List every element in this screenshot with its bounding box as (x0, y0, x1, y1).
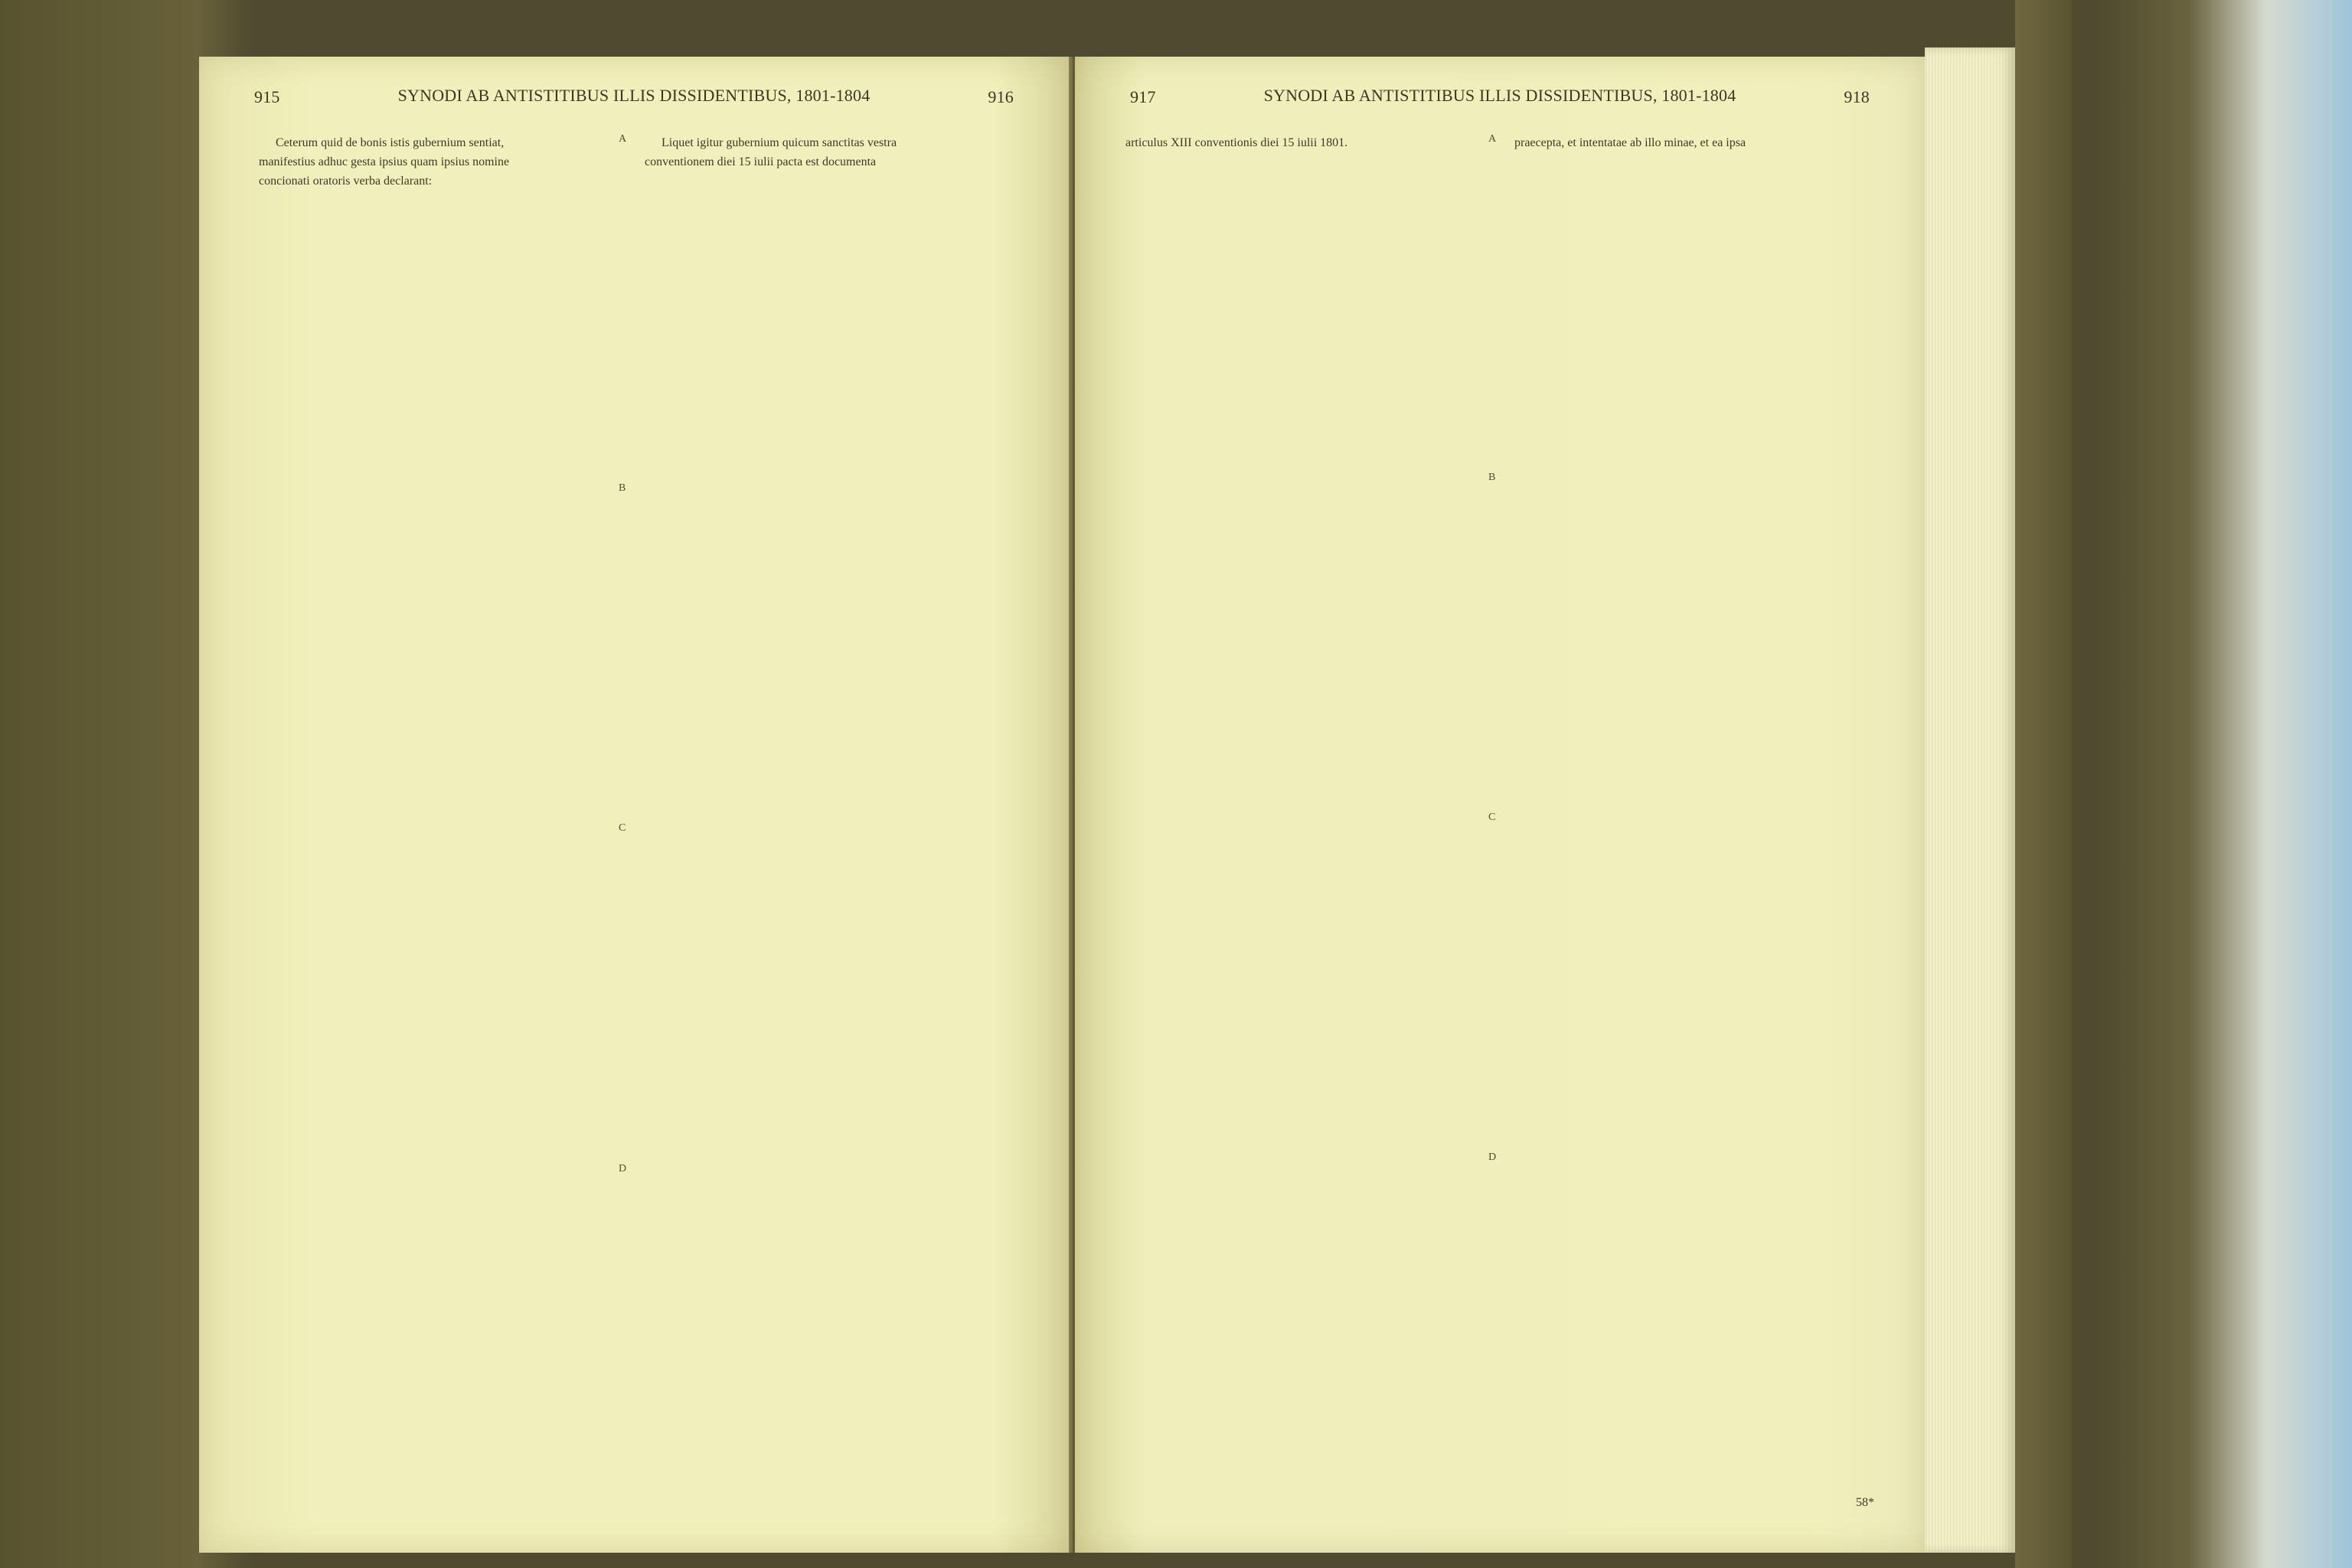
running-title-left: SYNODI AB ANTISTITIBUS ILLIS DISSIDENTIBUS, 1801-1804 (397, 86, 871, 105)
right-page-column-b (1514, 133, 1867, 152)
page-number-915: 915 (254, 87, 280, 106)
running-title-right: SYNODI AB ANTISTITIBUS ILLIS DISSIDENTIBUS, 1801-1804 (1263, 86, 1736, 105)
left-page-column-b (645, 133, 997, 172)
page-number-918: 918 (1844, 87, 1870, 106)
margin-marker-d: D (619, 1163, 627, 1174)
margin-marker-a: A (619, 133, 627, 145)
margin-marker-d: D (1488, 1152, 1497, 1163)
left-page (199, 57, 1069, 1553)
left-page-column-a (259, 133, 611, 191)
right-page (1075, 57, 1925, 1553)
margin-marker-c: C (1488, 812, 1496, 823)
text-line: conventionem diei 15 iulii pacta est documenta (645, 155, 877, 168)
margin-marker-b: B (619, 482, 626, 494)
right-page-header (1130, 86, 1870, 113)
page-number-916: 916 (988, 87, 1014, 106)
text-line: manifestius adhuc gesta ipsius quam ipsius nomine (259, 155, 510, 168)
margin-marker-a: A (1488, 133, 1497, 145)
text-line: concionati oratoris verba declarant: (259, 175, 433, 188)
text-line: Liquet igitur gubernium quicum sanctitas vestra (662, 136, 897, 149)
left-page-header (254, 86, 1014, 113)
signature-mark: 58* (1856, 1496, 1874, 1509)
book-spine-edge (2015, 0, 2072, 1568)
margin-marker-c: C (619, 822, 626, 834)
text-line: Ceterum quid de bonis istis gubernium sentiat, (276, 136, 505, 149)
right-page-column-a (1125, 133, 1478, 152)
text-line: praecepta, et intentatae ab illo minae, et ea ipsa (1514, 136, 1746, 149)
page-number-917: 917 (1130, 87, 1156, 106)
margin-marker-b: B (1488, 472, 1496, 483)
page-block-edge (1925, 47, 2015, 1553)
text-line: articulus XIII conventionis diei 15 iulii 1801. (1125, 136, 1348, 149)
